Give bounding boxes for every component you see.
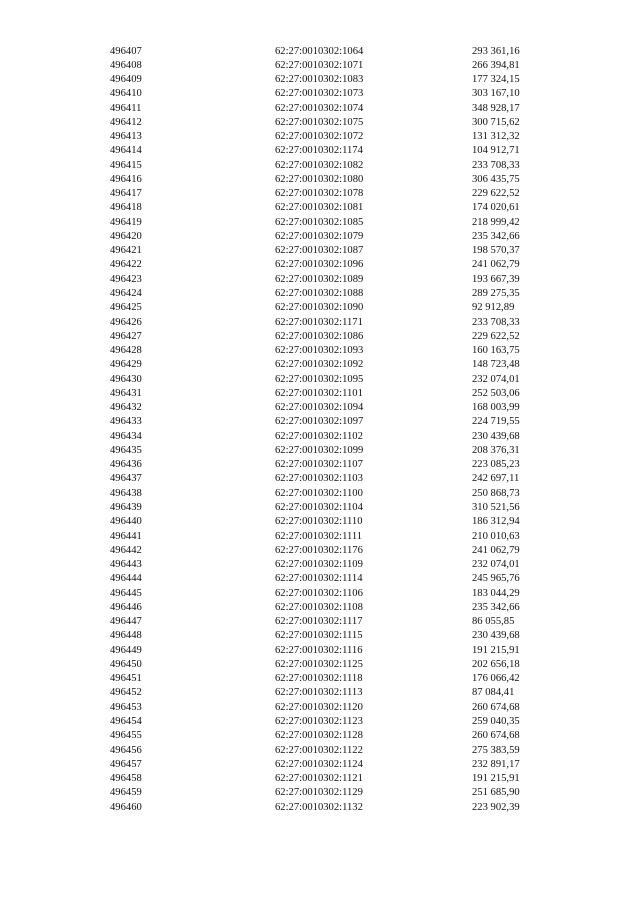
cadastral-number: 62:27:0010302:1115: [275, 630, 363, 642]
table-row: [0, 73, 640, 87]
row-number: 496413: [110, 131, 142, 143]
cadastral-value: 174 020,61: [472, 202, 520, 214]
cadastral-number: 62:27:0010302:1111: [275, 530, 363, 542]
cadastral-number: 62:27:0010302:1103: [275, 473, 363, 485]
row-number: 496452: [110, 687, 142, 699]
cadastral-value: 250 868,73: [472, 487, 520, 499]
cadastral-value: 198 570,37: [472, 245, 520, 257]
table-row: [0, 758, 640, 772]
cadastral-number: 62:27:0010302:1120: [275, 701, 363, 713]
cadastral-value: 241 062,79: [472, 259, 520, 271]
table-row: [0, 316, 640, 330]
table-row: [0, 130, 640, 144]
cadastral-number: 62:27:0010302:1071: [275, 59, 364, 71]
row-number: 496439: [110, 502, 142, 513]
row-number: 496443: [110, 559, 142, 571]
row-number: 496426: [110, 316, 142, 328]
cadastral-number: 62:27:0010302:1079: [275, 230, 364, 242]
cadastral-number: 62:27:0010302:1106: [275, 587, 363, 599]
table-row: [0, 387, 640, 401]
table-row: [0, 744, 640, 758]
row-number: 496411: [110, 102, 142, 114]
cadastral-value: 232 074,01: [472, 373, 520, 385]
row-number: 496422: [110, 259, 142, 271]
table-row: [0, 715, 640, 729]
row-number: 496435: [110, 444, 142, 456]
row-number: 496417: [110, 188, 142, 200]
cadastral-number: 62:27:0010302:1099: [275, 444, 364, 456]
cadastral-value: 289 275,35: [472, 288, 520, 300]
cadastral-value: 229 622,52: [472, 330, 520, 342]
cadastral-value: 310 521,56: [472, 502, 520, 513]
table-row: [0, 287, 640, 301]
row-number: 496449: [110, 644, 142, 656]
row-number: 496451: [110, 673, 142, 685]
table-row: [0, 415, 640, 429]
row-number: 496454: [110, 715, 142, 727]
table-row: [0, 530, 640, 544]
table-row: [0, 458, 640, 472]
cadastral-number: 62:27:0010302:1116: [275, 644, 363, 656]
cadastral-value: 183 044,29: [472, 587, 520, 599]
cadastral-value: 348 928,17: [472, 102, 520, 114]
cadastral-number: 62:27:0010302:1073: [275, 88, 364, 100]
row-number: 496433: [110, 416, 142, 428]
cadastral-number: 62:27:0010302:1100: [275, 487, 363, 499]
row-number: 496419: [110, 216, 142, 228]
row-number: 496453: [110, 701, 142, 713]
row-number: 496446: [110, 601, 142, 613]
row-number: 496412: [110, 116, 142, 128]
row-number: 496409: [110, 74, 142, 86]
cadastral-number: 62:27:0010302:1132: [275, 801, 363, 813]
row-number: 496450: [110, 658, 142, 670]
table-row: [0, 144, 640, 158]
row-number: 496424: [110, 288, 142, 300]
row-number: 496440: [110, 516, 142, 528]
row-number: 496436: [110, 459, 142, 471]
cadastral-value: 104 912,71: [472, 145, 520, 157]
cadastral-number: 62:27:0010302:1085: [275, 216, 364, 228]
cadastral-number: 62:27:0010302:1113: [275, 687, 363, 699]
cadastral-number: 62:27:0010302:1090: [275, 302, 364, 314]
cadastral-value: 306 435,75: [472, 173, 520, 185]
table-row: [0, 373, 640, 387]
cadastral-number: 62:27:0010302:1125: [275, 658, 363, 670]
cadastral-number: 62:27:0010302:1122: [275, 744, 363, 756]
row-number: 496420: [110, 230, 142, 242]
row-number: 496448: [110, 630, 142, 642]
table-row: [0, 601, 640, 615]
cadastral-value: 230 439,68: [472, 430, 520, 442]
cadastral-value: 259 040,35: [472, 715, 520, 727]
row-number: 496445: [110, 587, 142, 599]
row-number: 496456: [110, 744, 142, 756]
cadastral-value: 224 719,55: [472, 416, 520, 428]
cadastral-number: 62:27:0010302:1101: [275, 387, 363, 399]
cadastral-number: 62:27:0010302:1095: [275, 373, 364, 385]
table-row: [0, 801, 640, 815]
table-row: [0, 658, 640, 672]
table-row: [0, 672, 640, 686]
table-row: [0, 358, 640, 372]
cadastral-value: 186 312,94: [472, 516, 520, 528]
cadastral-value: 245 965,76: [472, 573, 520, 585]
row-number: 496408: [110, 59, 142, 71]
row-number: 496421: [110, 245, 142, 257]
cadastral-value: 92 912,89: [472, 302, 515, 314]
row-number: 496442: [110, 544, 142, 556]
cadastral-number: 62:27:0010302:1114: [275, 573, 363, 585]
cadastral-number: 62:27:0010302:1075: [275, 116, 364, 128]
cadastral-number: 62:27:0010302:1093: [275, 345, 364, 357]
cadastral-value: 210 010,63: [472, 530, 520, 542]
table-row: [0, 644, 640, 658]
row-number: 496459: [110, 787, 142, 799]
cadastral-number: 62:27:0010302:1107: [275, 459, 363, 471]
table-row: [0, 258, 640, 272]
table-row: [0, 444, 640, 458]
row-number: 496437: [110, 473, 142, 485]
cadastral-value: 191 215,91: [472, 644, 520, 656]
row-number: 496460: [110, 801, 142, 813]
cadastral-value: 233 708,33: [472, 159, 520, 171]
cadastral-number: 62:27:0010302:1124: [275, 758, 363, 770]
row-number: 496427: [110, 330, 142, 342]
cadastral-value: 233 708,33: [472, 316, 520, 328]
cadastral-number: 62:27:0010302:1128: [275, 730, 363, 742]
cadastral-value: 251 685,90: [472, 787, 520, 799]
table-row: [0, 558, 640, 572]
table-row: [0, 430, 640, 444]
cadastral-value: 252 503,06: [472, 387, 520, 399]
cadastral-value: 202 656,18: [472, 658, 520, 670]
table-row: [0, 344, 640, 358]
cadastral-number: 62:27:0010302:1087: [275, 245, 364, 257]
cadastral-value: 208 376,31: [472, 444, 520, 456]
cadastral-value: 232 074,01: [472, 559, 520, 571]
table-row: [0, 159, 640, 173]
cadastral-number: 62:27:0010302:1110: [275, 516, 363, 528]
cadastral-number: 62:27:0010302:1174: [275, 145, 363, 157]
table-row: [0, 686, 640, 700]
cadastral-value: 300 715,62: [472, 116, 520, 128]
row-number: 496418: [110, 202, 142, 214]
table-row: [0, 187, 640, 201]
table-row: [0, 401, 640, 415]
cadastral-value: 168 003,99: [472, 402, 520, 414]
table-row: [0, 572, 640, 586]
cadastral-value: 131 312,32: [472, 131, 520, 143]
cadastral-value: 223 902,39: [472, 801, 520, 813]
data-table: [0, 45, 640, 815]
cadastral-value: 191 215,91: [472, 773, 520, 785]
cadastral-value: 229 622,52: [472, 188, 520, 200]
cadastral-number: 62:27:0010302:1123: [275, 715, 363, 727]
cadastral-value: 275 383,59: [472, 744, 520, 756]
table-row: [0, 59, 640, 73]
cadastral-number: 62:27:0010302:1089: [275, 273, 364, 285]
table-row: [0, 729, 640, 743]
cadastral-number: 62:27:0010302:1083: [275, 74, 364, 86]
row-number: 496416: [110, 173, 142, 185]
cadastral-value: 235 342,66: [472, 601, 520, 613]
cadastral-number: 62:27:0010302:1129: [275, 787, 363, 799]
cadastral-number: 62:27:0010302:1109: [275, 559, 363, 571]
row-number: 496444: [110, 573, 142, 585]
table-row: [0, 116, 640, 130]
cadastral-value: 242 697,11: [472, 473, 520, 485]
table-row: [0, 487, 640, 501]
cadastral-value: 230 439,68: [472, 630, 520, 642]
table-row: [0, 515, 640, 529]
table-row: [0, 330, 640, 344]
cadastral-value: 303 167,10: [472, 88, 520, 100]
row-number: 496431: [110, 387, 142, 399]
cadastral-number: 62:27:0010302:1171: [275, 316, 363, 328]
table-row: [0, 501, 640, 515]
cadastral-value: 176 066,42: [472, 673, 520, 685]
row-number: 496455: [110, 730, 142, 742]
cadastral-value: 232 891,17: [472, 758, 520, 770]
cadastral-number: 62:27:0010302:1102: [275, 430, 363, 442]
table-row: [0, 629, 640, 643]
cadastral-number: 62:27:0010302:1086: [275, 330, 364, 342]
table-row: [0, 45, 640, 59]
row-number: 496410: [110, 88, 142, 100]
cadastral-value: 266 394,81: [472, 59, 520, 71]
cadastral-value: 148 723,48: [472, 359, 520, 371]
row-number: 496434: [110, 430, 142, 442]
cadastral-number: 62:27:0010302:1088: [275, 288, 364, 300]
table-row: [0, 201, 640, 215]
table-row: [0, 772, 640, 786]
table-row: [0, 216, 640, 230]
cadastral-value: 218 999,42: [472, 216, 520, 228]
cadastral-value: 235 342,66: [472, 230, 520, 242]
cadastral-number: 62:27:0010302:1096: [275, 259, 364, 271]
cadastral-value: 241 062,79: [472, 544, 520, 556]
table-row: [0, 701, 640, 715]
row-number: 496430: [110, 373, 142, 385]
cadastral-value: 86 055,85: [472, 616, 515, 628]
cadastral-number: 62:27:0010302:1117: [275, 616, 363, 628]
cadastral-number: 62:27:0010302:1082: [275, 159, 364, 171]
row-number: 496414: [110, 145, 142, 157]
table-row: [0, 587, 640, 601]
cadastral-value: 193 667,39: [472, 273, 520, 285]
row-number: 496423: [110, 273, 142, 285]
cadastral-number: 62:27:0010302:1094: [275, 402, 364, 414]
cadastral-number: 62:27:0010302:1081: [275, 202, 364, 214]
table-row: [0, 87, 640, 101]
row-number: 496429: [110, 359, 142, 371]
table-row: [0, 544, 640, 558]
row-number: 496407: [110, 45, 142, 57]
cadastral-value: 293 361,16: [472, 45, 520, 57]
cadastral-number: 62:27:0010302:1074: [275, 102, 364, 114]
cadastral-number: 62:27:0010302:1176: [275, 544, 363, 556]
row-number: 496432: [110, 402, 142, 414]
cadastral-number: 62:27:0010302:1118: [275, 673, 363, 685]
table-row: [0, 173, 640, 187]
cadastral-value: 177 324,15: [472, 74, 520, 86]
cadastral-number: 62:27:0010302:1097: [275, 416, 364, 428]
cadastral-number: 62:27:0010302:1121: [275, 773, 363, 785]
row-number: 496447: [110, 616, 142, 628]
table-row: [0, 230, 640, 244]
cadastral-value: 160 163,75: [472, 345, 520, 357]
row-number: 496441: [110, 530, 142, 542]
table-row: [0, 786, 640, 800]
cadastral-value: 87 084,41: [472, 687, 515, 699]
cadastral-value: 223 085,23: [472, 459, 520, 471]
cadastral-value: 260 674,68: [472, 701, 520, 713]
row-number: 496457: [110, 758, 142, 770]
table-row: [0, 244, 640, 258]
cadastral-value: 260 674,68: [472, 730, 520, 742]
table-row: [0, 301, 640, 315]
row-number: 496415: [110, 159, 142, 171]
row-number: 496458: [110, 773, 142, 785]
row-number: 496428: [110, 345, 142, 357]
table-row: [0, 273, 640, 287]
cadastral-number: 62:27:0010302:1108: [275, 601, 363, 613]
cadastral-number: 62:27:0010302:1064: [275, 45, 364, 57]
row-number: 496438: [110, 487, 142, 499]
table-row: [0, 472, 640, 486]
cadastral-number: 62:27:0010302:1072: [275, 131, 364, 143]
cadastral-number: 62:27:0010302:1104: [275, 502, 363, 513]
cadastral-number: 62:27:0010302:1092: [275, 359, 364, 371]
table-row: [0, 102, 640, 116]
row-number: 496425: [110, 302, 142, 314]
table-row: [0, 615, 640, 629]
cadastral-number: 62:27:0010302:1080: [275, 173, 364, 185]
cadastral-number: 62:27:0010302:1078: [275, 188, 364, 200]
